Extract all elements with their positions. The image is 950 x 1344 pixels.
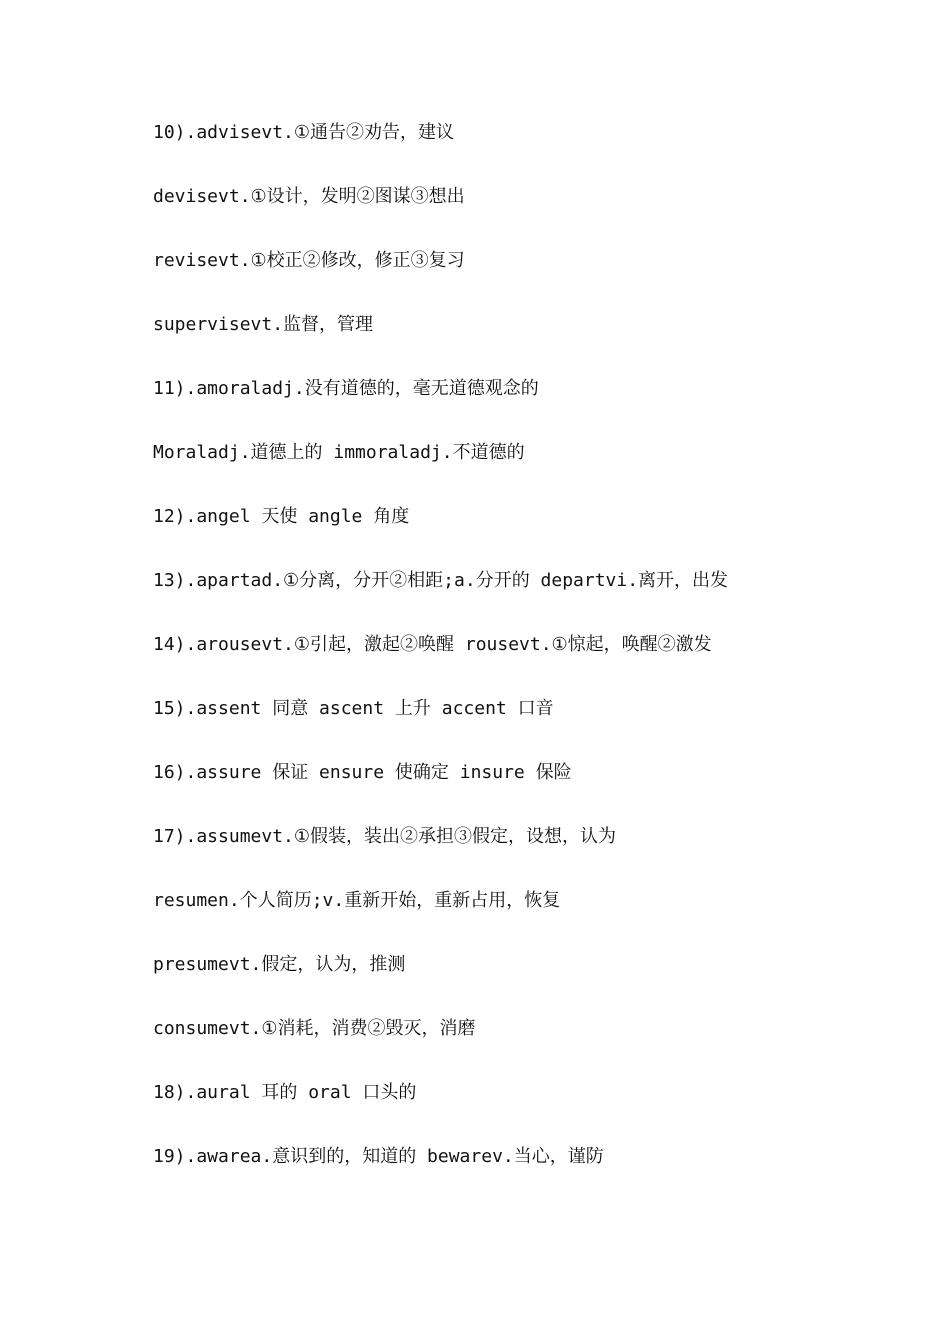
vocab-line-apart: 13).apartad.①分离，分开②相距;a.分开的 departvi.离开，出发 [153, 570, 729, 591]
vocab-line-angel: 12).angel 天使 angle 角度 [153, 506, 410, 527]
vocab-line-assent: 15).assent 同意 ascent 上升 accent 口音 [153, 698, 554, 719]
vocab-line-consume: consumevt.①消耗，消费②毁灭，消磨 [153, 1018, 476, 1039]
vocab-line-amoral: 11).amoraladj.没有道德的，毫无道德观念的 [153, 378, 539, 399]
vocab-line-resume: resumen.个人简历;v.重新开始，重新占用，恢复 [153, 890, 561, 911]
vocab-line-supervise: supervisevt.监督，管理 [153, 314, 374, 335]
vocab-line-assume: 17).assumevt.①假装，装出②承担③假定，设想，认为 [153, 826, 617, 847]
vocab-line-advise: 10).advisevt.①通告②劝告，建议 [153, 122, 455, 143]
vocab-line-assure: 16).assure 保证 ensure 使确定 insure 保险 [153, 762, 572, 783]
vocab-line-arouse: 14).arousevt.①引起，激起②唤醒 rousevt.①惊起，唤醒②激发 [153, 634, 712, 655]
vocab-line-moral: Moraladj.道德上的 immoraladj.不道德的 [153, 442, 525, 463]
vocab-line-aware: 19).awarea.意识到的，知道的 bewarev.当心，谨防 [153, 1146, 604, 1167]
vocab-line-aural: 18).aural 耳的 oral 口头的 [153, 1082, 417, 1103]
vocab-line-devise: devisevt.①设计，发明②图谋③想出 [153, 186, 465, 207]
vocab-line-presume: presumevt.假定，认为，推测 [153, 954, 406, 975]
vocab-line-revise: revisevt.①校正②修改，修正③复习 [153, 250, 465, 271]
